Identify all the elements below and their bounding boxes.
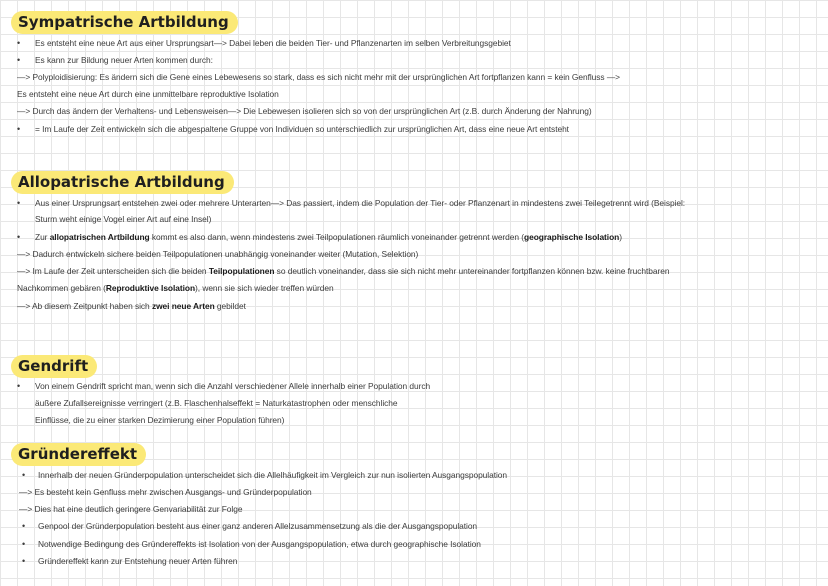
allopatrisch-line-4: —> Dadurch entwickeln sichere beiden Teilpopulationen unabhängig voneinander weiter (Mutation, Selektion) — [17, 249, 419, 259]
allopatrisch-line-5: —> Im Laufe der Zeit unterscheiden sich die beiden Teilpopulationen so deutlich voneinander, dass sie sich nicht mehr untereinander fortpflanzen können bzw. keine fruchtbaren — [17, 266, 670, 276]
bullet: • — [22, 556, 26, 566]
gruender-line-1: Innerhalb der neuen Gründerpopulation unterscheidet sich die Allelhäufigkeit im Vergleich zur nun isolierten Ausgangspopulation — [38, 470, 508, 480]
sympatrisch-line-4: Es entsteht eine neue Art durch eine unmittelbare reproduktive Isolation — [17, 89, 279, 99]
bullet: • — [22, 539, 26, 549]
sympatrisch-line-1: Es entsteht eine neue Art aus einer Ursprungsart—> Dabei leben die beiden Tier- und Pflanzenarten im selben Verbreitungsgebiet — [35, 38, 511, 48]
gruender-line-2: —> Es besteht kein Genfluss mehr zwischen Ausgangs- und Gründerpopulation — [19, 487, 312, 497]
bullet: • — [17, 55, 21, 65]
heading-gendrift: Gendrift — [11, 355, 97, 378]
gruender-line-5: Notwendige Bedingung des Gründereffekts ist Isolation von der Ausgangspopulation, etwa durch geographische Isolation — [38, 539, 481, 549]
allopatrisch-line-2: Sturm weht einige Vogel einer Art auf eine Insel) — [35, 214, 212, 224]
heading-gruendereffekt: Gründereffekt — [11, 443, 146, 466]
bullet: • — [22, 470, 26, 480]
allopatrisch-line-3: Zur allopatrischen Artbildung kommt es also dann, wenn mindestens zwei Teilpopulationen räumlich voneinander getrennt werden (geographische Isolation) — [35, 232, 622, 242]
bullet: • — [17, 124, 21, 134]
sympatrisch-line-3: —> Polyploidisierung: Es ändern sich die Gene eines Lebewesens so stark, dass es sich nicht mehr mit der ursprünglichen Art fortpflanzen kann = kein Genfluss —> — [17, 72, 620, 82]
gendrift-line-1: Von einem Gendrift spricht man, wenn sich die Anzahl verschiedener Allele innerhalb einer Population durch — [35, 381, 431, 391]
gendrift-line-3: Einflüsse, die zu einer starken Dezimierung einer Population führen) — [35, 415, 285, 425]
bullet: • — [17, 198, 21, 208]
allopatrisch-line-6: Nachkommen gebären (Reproduktive Isolation), wenn sie sich wieder treffen würden — [17, 283, 334, 293]
sympatrisch-line-2: Es kann zur Bildung neuer Arten kommen durch: — [35, 55, 213, 65]
sympatrisch-line-6: = Im Laufe der Zeit entwickeln sich die abgespaltene Gruppe von Individuen so unterschiedlich zur ursprünglichen Art, dass eine neue Art entsteht — [35, 124, 569, 134]
heading-allopatrische-artbildung: Allopatrische Artbildung — [11, 171, 234, 194]
gruender-line-3: —> Dies hat eine deutlich geringere Genvariabilität zur Folge — [19, 504, 243, 514]
bullet: • — [17, 232, 21, 242]
allopatrisch-line-7: —> Ab diesem Zeitpunkt haben sich zwei neue Arten gebildet — [17, 301, 246, 311]
bullet: • — [17, 38, 21, 48]
gruender-line-6: Gründereffekt kann zur Entstehung neuer Arten führen — [38, 556, 238, 566]
bullet: • — [22, 521, 26, 531]
heading-sympatrische-artbildung: Sympatrische Artbildung — [11, 11, 238, 34]
sympatrisch-line-5: —> Durch das ändern der Verhaltens- und Lebensweisen—> Die Lebewesen isolieren sich so von der ursprünglichen Art (z.B. durch Änderung der Nahrung) — [17, 106, 592, 116]
gruender-line-4: Genpool der Gründerpopulation besteht aus einer ganz anderen Allelzusammensetzung als die der Ausgangspopulation — [38, 521, 478, 531]
bullet: • — [17, 381, 21, 391]
gendrift-line-2: äußere Zufallsereignisse verringert (z.B. Flaschenhalseffekt = Naturkatastrophen oder menschliche — [35, 398, 398, 408]
allopatrisch-line-1: Aus einer Ursprungsart entstehen zwei oder mehrere Unterarten—> Das passiert, indem die Population der Tier- oder Pflanzenart in mindestens zwei Teilegetrennt wird (Beispiel: — [35, 198, 686, 208]
